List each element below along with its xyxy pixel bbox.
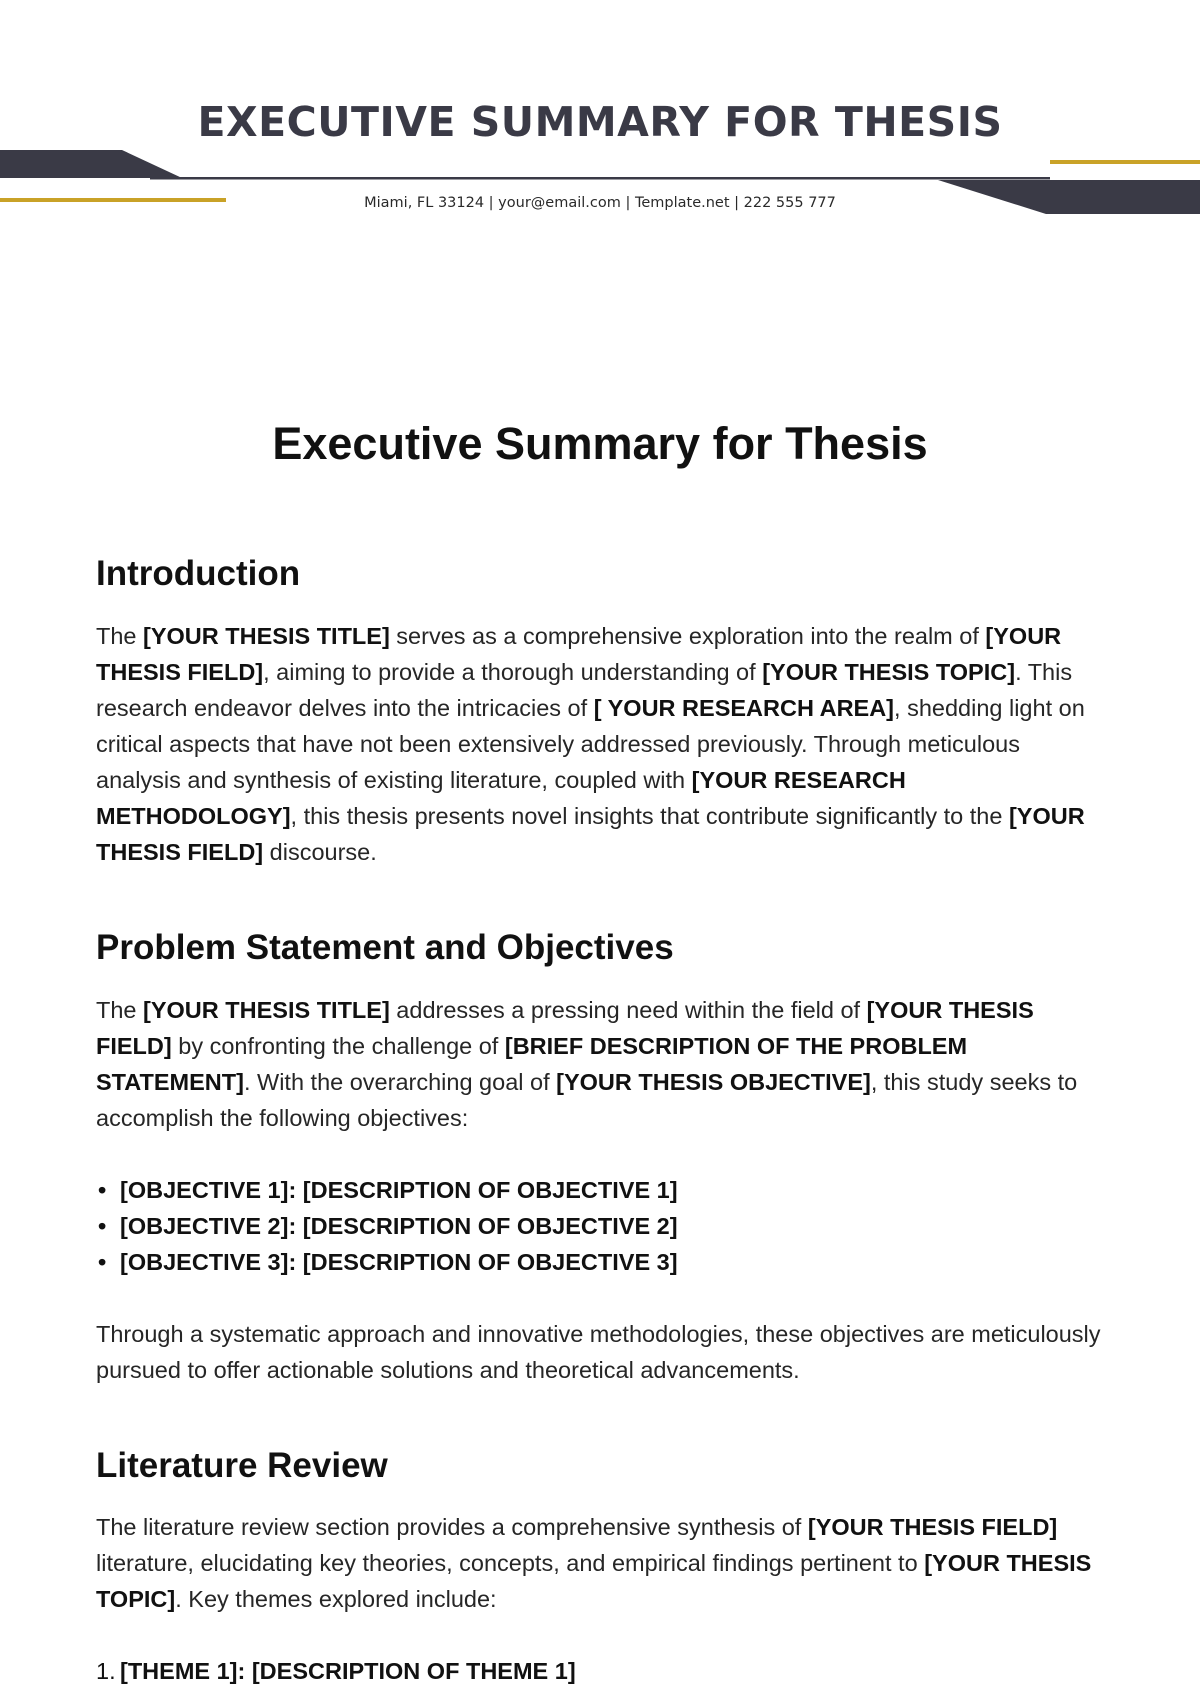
introduction-paragraph: The [YOUR THESIS TITLE] serves as a comprehensive exploration into the realm of [YOUR THESIS FIELD], aiming to provide a thorough understanding of [YOUR THESIS TOPIC]. This research endeavor delves into the intricacies of [ YOUR RESEARCH AREA], shedding light on critical aspects that have not been extensively addressed previously. Through meticulous analysis and synthesis of existing literature, coupled with [YOUR RESEARCH METHODOLOGY], this thesis presents novel insights that contribute significantly to the [YOUR THESIS FIELD] discourse.: [96, 622, 1085, 865]
header-title: EXECUTIVE SUMMARY FOR THESIS: [197, 98, 1003, 146]
problem-closing-paragraph: Through a systematic approach and innovative methodologies, these objectives are meticulously pursued to offer actionable solutions and theoretical advancements.: [96, 1320, 1101, 1383]
document-title: Executive Summary for Thesis: [272, 418, 928, 469]
problem-heading: Problem Statement and Objectives: [96, 927, 674, 967]
introduction-heading: Introduction: [96, 554, 301, 593]
right-gold-rule: [1050, 160, 1200, 164]
document-body: [96, 552, 1106, 1689]
literature-paragraph: The literature review section provides a comprehensive synthesis of [YOUR THESIS FIELD] literature, elucidating key theories, concepts, and empirical findings pertinent to [YOUR THESIS TOPIC]. Key themes explored include:: [96, 1514, 1092, 1613]
center-rule: [150, 177, 1050, 180]
left-dark-band: [0, 150, 182, 178]
problem-section: [96, 926, 1106, 1388]
objective-item: • [OBJECTIVE 1]: [DESCRIPTION OF OBJECTIVE 1]: [120, 1172, 1106, 1208]
literature-section: [96, 1444, 1106, 1690]
objective-item: • [OBJECTIVE 3]: [DESCRIPTION OF OBJECTIVE 3]: [120, 1244, 1106, 1280]
problem-paragraph: The [YOUR THESIS TITLE] addresses a pressing need within the field of [YOUR THESIS FIELD] by confronting the challenge of [BRIEF DESCRIPTION OF THE PROBLEM STATEMENT]. With the overarching goal of [YOUR THESIS OBJECTIVE], this study seeks to accomplish the following objectives:: [96, 996, 1078, 1131]
objective-item: • [OBJECTIVE 2]: [DESCRIPTION OF OBJECTIVE 2]: [120, 1208, 1106, 1244]
objectives-list: [96, 1172, 1106, 1280]
theme-item: 1. [THEME 1]: [DESCRIPTION OF THEME 1]: [96, 1658, 576, 1685]
introduction-section: [96, 552, 1106, 870]
themes-list: [96, 1653, 1106, 1689]
contact-line: Miami, FL 33124 | your@email.com | Template.net | 222 555 777: [364, 195, 836, 211]
literature-heading: Literature Review: [96, 1445, 388, 1485]
